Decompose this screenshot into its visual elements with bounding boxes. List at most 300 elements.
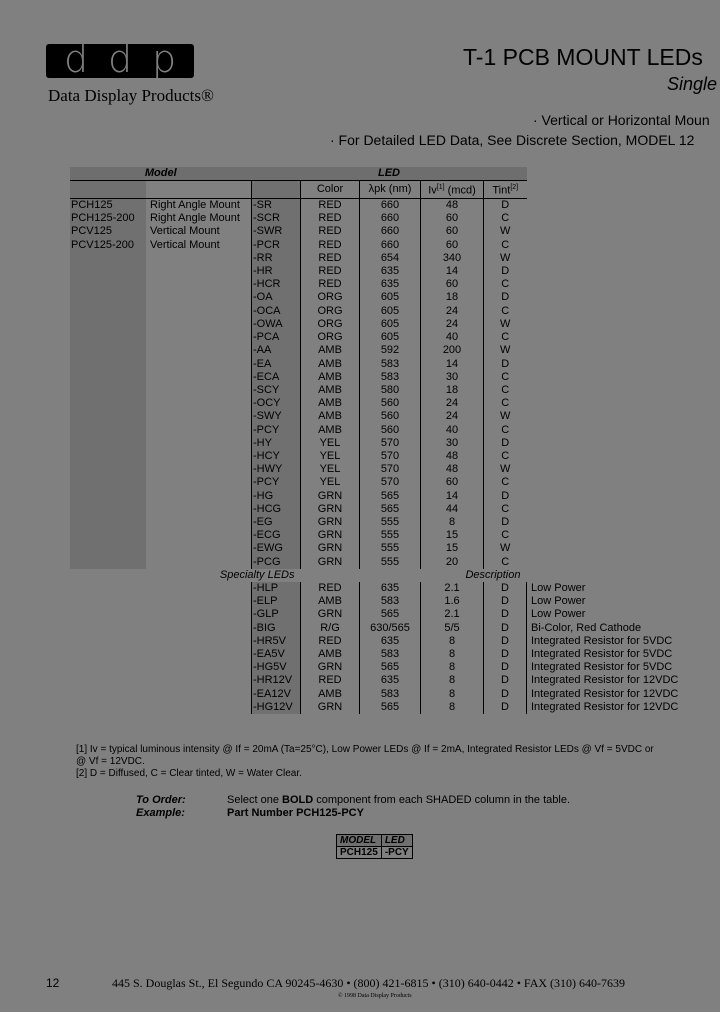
page-title: T-1 PCB MOUNT LEDs xyxy=(463,44,703,70)
led-code: -HLP xyxy=(252,582,301,595)
col-wavelength: λpk (nm) xyxy=(360,181,421,199)
table-row xyxy=(70,265,679,278)
led-tint: C xyxy=(484,278,527,291)
model-desc xyxy=(146,476,252,489)
table-row xyxy=(70,291,679,304)
spacer-cell xyxy=(146,608,252,621)
model-desc xyxy=(146,318,252,331)
led-wavelength: 635 xyxy=(360,635,421,648)
led-tint: D xyxy=(484,291,527,304)
led-color: RED xyxy=(318,238,342,251)
spacer-cell xyxy=(70,661,146,674)
led-code: -OCA xyxy=(252,305,301,318)
led-wavelength: 570 xyxy=(360,450,421,463)
led-tint: D xyxy=(484,622,527,635)
table-row xyxy=(70,556,679,569)
led-wavelength: 654 xyxy=(360,252,421,265)
model-desc xyxy=(146,397,252,410)
led-color: RED xyxy=(318,212,342,225)
led-tint: D xyxy=(484,661,527,674)
model-code xyxy=(70,556,146,569)
led-code: -HR5V xyxy=(252,635,301,648)
specialty-row xyxy=(70,622,679,635)
led-tint: D xyxy=(484,199,527,213)
led-intensity: 8 xyxy=(421,674,484,687)
led-intensity: 24 xyxy=(421,305,484,318)
model-desc xyxy=(146,490,252,503)
example-label: Example: xyxy=(136,807,185,819)
model-desc xyxy=(146,278,252,291)
spacer-cell xyxy=(70,622,146,635)
specialty-label: Specialty LEDs xyxy=(219,568,295,581)
led-color: RED xyxy=(318,581,342,594)
ddp-logo xyxy=(46,37,194,81)
model-code xyxy=(70,503,146,516)
model-desc xyxy=(146,529,252,542)
led-intensity: 60 xyxy=(421,225,484,238)
led-wavelength: 565 xyxy=(360,608,421,621)
table-row xyxy=(70,542,679,555)
footnote-1-cont: @ Vf = 12VDC. xyxy=(76,756,145,767)
model-desc xyxy=(146,331,252,344)
led-intensity: 20 xyxy=(421,556,484,569)
led-tint: C xyxy=(484,476,527,489)
logo-letter: p xyxy=(151,37,177,81)
led-color: RED xyxy=(318,634,342,647)
led-code: -OWA xyxy=(252,318,301,331)
led-wavelength: 660 xyxy=(360,239,421,252)
led-color: YEL xyxy=(319,463,341,476)
specialty-row xyxy=(70,595,679,608)
led-wavelength: 555 xyxy=(360,516,421,529)
led-color: ORG xyxy=(317,291,343,304)
spacer-cell xyxy=(146,688,252,701)
footnote-2: [2] D = Diffused, C = Clear tinted, W = Water Clear. xyxy=(76,768,302,779)
model-desc xyxy=(146,542,252,555)
led-wavelength: 660 xyxy=(360,225,421,238)
specialty-row xyxy=(70,674,679,687)
led-intensity: 8 xyxy=(421,701,484,714)
led-code: -HR xyxy=(252,265,301,278)
led-code: -PCA xyxy=(252,331,301,344)
model-desc xyxy=(146,556,252,569)
led-code: -EG xyxy=(252,516,301,529)
led-wavelength: 570 xyxy=(360,463,421,476)
footnote-1: [1] Iv = typical luminous intensity @ If = 20mA (Ta=25°C), Low Power LEDs @ If = 2mA, Integrated Resistor LEDs @ Vf = 5VDC or xyxy=(76,744,654,755)
led-intensity: 24 xyxy=(421,397,484,410)
table-row xyxy=(70,437,679,450)
led-intensity: 8 xyxy=(421,648,484,661)
led-wavelength: 565 xyxy=(360,661,421,674)
led-code: -HG12V xyxy=(252,701,301,714)
led-tint: C xyxy=(484,450,527,463)
spacer-cell xyxy=(70,595,146,608)
led-tint: D xyxy=(484,516,527,529)
footnotes xyxy=(76,744,654,780)
led-color: ORG xyxy=(317,304,343,317)
led-code: -EWG xyxy=(252,542,301,555)
spacer-cell xyxy=(146,595,252,608)
led-color: AMB xyxy=(318,344,342,357)
model-desc xyxy=(146,450,252,463)
table-row xyxy=(70,384,679,397)
led-intensity: 40 xyxy=(421,331,484,344)
led-tint: C xyxy=(484,556,527,569)
led-code: -PCY xyxy=(252,424,301,437)
led-tint: D xyxy=(484,608,527,621)
led-color: YEL xyxy=(319,449,341,462)
led-wavelength: 605 xyxy=(360,305,421,318)
led-code: -OA xyxy=(252,291,301,304)
led-code: -HWY xyxy=(252,463,301,476)
model-code xyxy=(70,318,146,331)
led-tint: D xyxy=(484,582,527,595)
led-description: Bi-Color, Red Cathode xyxy=(527,622,680,635)
led-tint: W xyxy=(484,318,527,331)
led-color: RED xyxy=(318,251,342,264)
led-description: Integrated Resistor for 12VDC xyxy=(527,701,680,714)
model-desc xyxy=(146,344,252,357)
led-color: AMB xyxy=(318,383,342,396)
led-intensity: 200 xyxy=(421,344,484,357)
led-code: -SCY xyxy=(252,384,301,397)
copyright: © 1998 Data Display Products xyxy=(338,993,412,999)
table-row xyxy=(70,503,679,516)
led-intensity: 14 xyxy=(421,490,484,503)
led-wavelength: 635 xyxy=(360,674,421,687)
col-color: Color xyxy=(301,181,360,199)
model-code xyxy=(70,476,146,489)
led-color: GRN xyxy=(317,542,343,555)
model-code xyxy=(70,397,146,410)
table-row xyxy=(70,397,679,410)
led-color: AMB xyxy=(318,423,342,436)
table-row xyxy=(70,463,679,476)
specialty-row xyxy=(70,661,679,674)
model-desc xyxy=(146,291,252,304)
pn-led-header: LED xyxy=(381,835,412,847)
model-code xyxy=(70,542,146,555)
led-tint: D xyxy=(484,674,527,687)
led-color: GRN xyxy=(317,555,343,568)
model-desc xyxy=(146,252,252,265)
led-tint: C xyxy=(484,503,527,516)
model-desc xyxy=(146,305,252,318)
table-row xyxy=(70,476,679,489)
model-desc xyxy=(146,371,252,384)
model-code: PCV125-200 xyxy=(70,239,146,252)
table-row xyxy=(70,252,679,265)
led-tint: D xyxy=(484,688,527,701)
led-intensity: 1.6 xyxy=(421,595,484,608)
model-code: PCV125 xyxy=(70,225,146,238)
led-color: GRN xyxy=(317,608,343,621)
led-tint: D xyxy=(484,490,527,503)
model-code xyxy=(70,384,146,397)
led-code: -HY xyxy=(252,437,301,450)
table-row xyxy=(70,199,679,213)
led-color: AMB xyxy=(318,595,342,608)
spacer-cell xyxy=(146,582,252,595)
led-code: -HR12V xyxy=(252,674,301,687)
led-intensity: 30 xyxy=(421,371,484,384)
led-wavelength: 583 xyxy=(360,688,421,701)
table-row xyxy=(70,358,679,371)
model-code xyxy=(70,278,146,291)
led-wavelength: 660 xyxy=(360,212,421,225)
led-intensity: 60 xyxy=(421,239,484,252)
spacer-cell xyxy=(70,674,146,687)
table-row xyxy=(70,424,679,437)
led-code: -PCG xyxy=(252,556,301,569)
led-tint: C xyxy=(484,529,527,542)
table-row xyxy=(70,410,679,423)
led-intensity: 15 xyxy=(421,542,484,555)
led-intensity: 2.1 xyxy=(421,608,484,621)
led-intensity: 8 xyxy=(421,516,484,529)
led-code: -ELP xyxy=(252,595,301,608)
logo-letter: d xyxy=(107,37,133,81)
model-code xyxy=(70,437,146,450)
led-code: -HCG xyxy=(252,503,301,516)
led-wavelength: 583 xyxy=(360,358,421,371)
led-color: AMB xyxy=(318,370,342,383)
led-intensity: 5/5 xyxy=(421,622,484,635)
spacer-cell xyxy=(70,635,146,648)
led-intensity: 60 xyxy=(421,278,484,291)
led-color: ORG xyxy=(317,317,343,330)
led-code: -AA xyxy=(252,344,301,357)
model-desc xyxy=(146,265,252,278)
led-tint: W xyxy=(484,344,527,357)
model-code xyxy=(70,358,146,371)
to-order-label: To Order: xyxy=(136,794,186,806)
led-color: GRN xyxy=(317,502,343,515)
model-desc xyxy=(146,516,252,529)
model-desc xyxy=(146,437,252,450)
led-color: AMB xyxy=(318,410,342,423)
table-row xyxy=(70,225,679,238)
model-desc: Right Angle Mount xyxy=(150,212,240,225)
table-row xyxy=(70,529,679,542)
led-description: Low Power xyxy=(527,582,680,595)
page-number: 12 xyxy=(46,976,60,990)
led-tint: D xyxy=(484,648,527,661)
led-color: RED xyxy=(318,278,342,291)
model-desc: Vertical Mount xyxy=(150,225,220,238)
logo-letter: d xyxy=(63,37,89,81)
led-intensity: 14 xyxy=(421,265,484,278)
model-code: PCH125-200 xyxy=(70,212,146,225)
specialty-row xyxy=(70,608,679,621)
led-code: -ECA xyxy=(252,371,301,384)
led-code: -HG xyxy=(252,490,301,503)
model-group-header: Model xyxy=(70,167,252,181)
pn-model-header: MODEL xyxy=(337,835,382,847)
model-code xyxy=(70,516,146,529)
model-code xyxy=(70,371,146,384)
led-color: GRN xyxy=(317,700,343,713)
led-code: -BIG xyxy=(252,622,301,635)
led-color: AMB xyxy=(318,647,342,660)
model-desc xyxy=(146,410,252,423)
spacer-cell xyxy=(70,582,146,595)
led-wavelength: 565 xyxy=(360,490,421,503)
led-wavelength: 560 xyxy=(360,424,421,437)
led-code: -EA xyxy=(252,358,301,371)
led-tint: W xyxy=(484,252,527,265)
led-tint: D xyxy=(484,358,527,371)
led-code: -HCR xyxy=(252,278,301,291)
model-desc xyxy=(146,503,252,516)
led-wavelength: 605 xyxy=(360,318,421,331)
table-row xyxy=(70,318,679,331)
led-color: AMB xyxy=(318,687,342,700)
led-wavelength: 565 xyxy=(360,503,421,516)
led-tint: C xyxy=(484,424,527,437)
led-color: YEL xyxy=(319,436,341,449)
description-label: Description xyxy=(465,568,521,581)
led-table xyxy=(70,167,679,714)
led-description: Integrated Resistor for 5VDC xyxy=(527,648,680,661)
led-code: -OCY xyxy=(252,397,301,410)
led-description: Low Power xyxy=(527,595,680,608)
led-intensity: 44 xyxy=(421,503,484,516)
led-intensity: 340 xyxy=(421,252,484,265)
led-wavelength: 635 xyxy=(360,582,421,595)
spacer-cell xyxy=(146,674,252,687)
table-row xyxy=(70,344,679,357)
footer-address: 445 S. Douglas St., El Segundo CA 90245-4630 • (800) 421-6815 • (310) 640-0442 • FAX (310) 640-7639 xyxy=(112,976,626,990)
led-code: -PCR xyxy=(252,239,301,252)
led-tint: W xyxy=(484,542,527,555)
bullet-mount: · Vertical or Horizontal Moun xyxy=(533,112,710,128)
table-row xyxy=(70,331,679,344)
table-row xyxy=(70,516,679,529)
table-row xyxy=(70,278,679,291)
model-desc xyxy=(146,463,252,476)
led-tint: C xyxy=(484,212,527,225)
led-color: RED xyxy=(318,225,342,238)
specialty-row xyxy=(70,648,679,661)
page-subtitle: Single xyxy=(667,74,718,94)
led-intensity: 40 xyxy=(421,424,484,437)
spacer-cell xyxy=(70,688,146,701)
spacer-cell xyxy=(146,622,252,635)
spacer-cell xyxy=(146,661,252,674)
led-intensity: 24 xyxy=(421,410,484,423)
led-intensity: 30 xyxy=(421,437,484,450)
led-color: R/G xyxy=(320,621,340,634)
led-color: AMB xyxy=(318,357,342,370)
led-code: -SWR xyxy=(252,225,301,238)
model-code xyxy=(70,529,146,542)
led-wavelength: 635 xyxy=(360,278,421,291)
model-desc: Right Angle Mount xyxy=(150,199,240,212)
led-tint: W xyxy=(484,410,527,423)
led-intensity: 8 xyxy=(421,661,484,674)
table-row xyxy=(70,450,679,463)
led-wavelength: 635 xyxy=(360,265,421,278)
spacer-cell xyxy=(70,648,146,661)
led-tint: C xyxy=(484,305,527,318)
led-intensity: 8 xyxy=(421,688,484,701)
model-code: PCH125 xyxy=(70,199,146,213)
model-code xyxy=(70,265,146,278)
led-intensity: 15 xyxy=(421,529,484,542)
led-color: AMB xyxy=(318,397,342,410)
led-intensity: 14 xyxy=(421,358,484,371)
led-color: RED xyxy=(318,265,342,278)
led-wavelength: 570 xyxy=(360,476,421,489)
led-code: -HG5V xyxy=(252,661,301,674)
led-wavelength: 580 xyxy=(360,384,421,397)
led-code: -EA5V xyxy=(252,648,301,661)
specialty-row xyxy=(70,582,679,595)
led-wavelength: 583 xyxy=(360,371,421,384)
led-description: Integrated Resistor for 5VDC xyxy=(527,661,680,674)
led-intensity: 2.1 xyxy=(421,582,484,595)
led-wavelength: 560 xyxy=(360,410,421,423)
led-wavelength: 555 xyxy=(360,529,421,542)
led-intensity: 8 xyxy=(421,635,484,648)
led-wavelength: 605 xyxy=(360,291,421,304)
led-color: GRN xyxy=(317,489,343,502)
led-tint: W xyxy=(484,463,527,476)
part-number-example xyxy=(336,834,413,859)
led-description: Low Power xyxy=(527,608,680,621)
led-code: -SWY xyxy=(252,410,301,423)
model-code xyxy=(70,344,146,357)
led-intensity: 48 xyxy=(421,199,484,213)
led-tint: D xyxy=(484,635,527,648)
spacer-cell xyxy=(146,635,252,648)
led-tint: D xyxy=(484,701,527,714)
model-code xyxy=(70,291,146,304)
led-code: -RR xyxy=(252,252,301,265)
led-code: -HCY xyxy=(252,450,301,463)
model-code xyxy=(70,305,146,318)
led-wavelength: 630/565 xyxy=(360,622,421,635)
led-intensity: 60 xyxy=(421,212,484,225)
specialty-row xyxy=(70,701,679,714)
led-intensity: 18 xyxy=(421,384,484,397)
led-intensity: 24 xyxy=(421,318,484,331)
led-wavelength: 660 xyxy=(360,199,421,213)
led-code: -SR xyxy=(252,199,301,213)
pn-model-value: PCH125 xyxy=(337,847,382,859)
led-code: -SCR xyxy=(252,212,301,225)
bullet-led-data: · For Detailed LED Data, See Discrete Section, MODEL 12 xyxy=(330,132,695,148)
led-wavelength: 555 xyxy=(360,556,421,569)
led-color: GRN xyxy=(317,529,343,542)
led-wavelength: 555 xyxy=(360,542,421,555)
led-tint: D xyxy=(484,265,527,278)
spacer-cell xyxy=(146,701,252,714)
led-intensity: 18 xyxy=(421,291,484,304)
led-code: -EA12V xyxy=(252,688,301,701)
led-tint: C xyxy=(484,371,527,384)
led-description: Integrated Resistor for 12VDC xyxy=(527,688,680,701)
led-intensity: 48 xyxy=(421,463,484,476)
order-instructions: To Order: Select one BOLD component from each SHADED column in the table. Example: Part Number PCH125-PCY xyxy=(136,794,571,819)
spacer-cell xyxy=(70,701,146,714)
led-code: -ECG xyxy=(252,529,301,542)
led-code: -PCY xyxy=(252,476,301,489)
led-intensity: 60 xyxy=(421,476,484,489)
table-row xyxy=(70,212,679,225)
led-intensity: 48 xyxy=(421,450,484,463)
